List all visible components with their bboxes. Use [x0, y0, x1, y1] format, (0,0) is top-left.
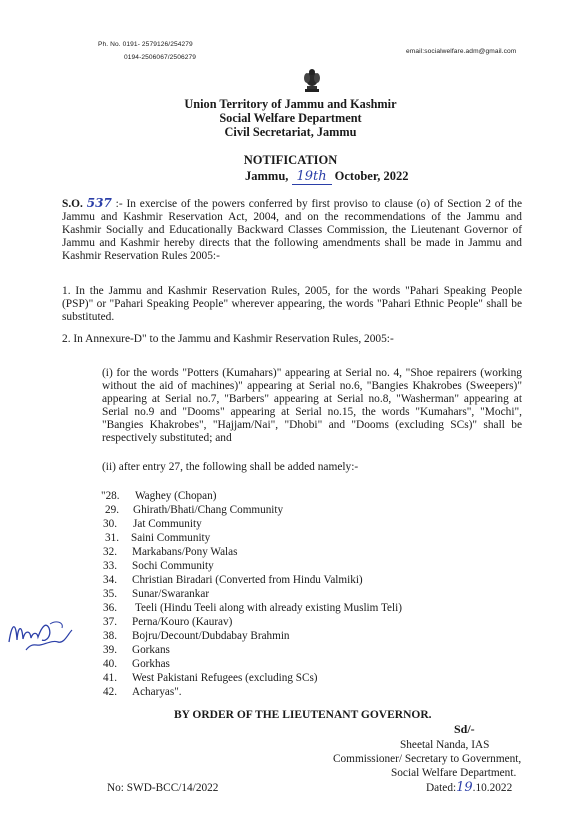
- signatory-designation: Commissioner/ Secretary to Government,: [333, 753, 522, 765]
- dated-rest: .10.2022: [472, 782, 513, 794]
- notification-title: NOTIFICATION: [243, 153, 338, 167]
- office-line-1: Union Territory of Jammu and Kashmir: [184, 97, 397, 111]
- phone-line-1: Ph. No. 0191- 2579126/254279: [98, 41, 193, 48]
- signatory-department: Social Welfare Department.: [391, 767, 517, 779]
- paragraph-preamble: [62, 197, 522, 263]
- email-text: email:socialwelfare.adm@gmail.com: [406, 48, 517, 55]
- dated-day-handwritten: 19: [456, 780, 473, 795]
- date-prefix: Jammu,: [245, 169, 289, 183]
- sub-clause-ii: (ii) after entry 27, the following shall be added namely:-: [102, 461, 359, 473]
- phone-line-2: 0194-2506067/2506279: [124, 54, 197, 61]
- reference-number: No: SWD-BCC/14/2022: [107, 782, 219, 794]
- dated-label: Dated:: [426, 782, 457, 794]
- office-line-2: Social Welfare Department: [219, 111, 362, 125]
- date-suffix: October, 2022: [334, 169, 409, 183]
- paragraph-amendment-1: 1. In the Jammu and Kashmir Reservation Rules, 2005, for the words "Pahari Speaking People (PSP)" or "Pahari Speaking People" wherever appearing, the words "Pahari Ethnic People" shall be substituted.: [62, 285, 522, 324]
- notification-date: [245, 169, 409, 185]
- so-number-handwritten: 537: [86, 196, 112, 210]
- marginal-signature-icon: [6, 612, 76, 660]
- sd-mark: Sd/-: [454, 722, 475, 736]
- sub-clause-i: (i) for the words "Potters (Kumahars)" appearing at Serial no. 4, "Shoe repairers (working without the aid of machines)" appearing at Serial no.6, "Bangies Khakrobes (Sweepers)" appearing at Serial no.7, "Barbers" appearing at Serial no.8, "Washerman" appearing at Serial no.9 and "Dooms" appearing at Serial no.15, the words "Kumahars", "Mochi", "Bangies Khakrobes", "Hajjam/Nai", "Dhobi" and "Dooms (excluding SCs)" shall be respectively substituted; and: [102, 367, 522, 445]
- date-day-handwritten: 19th: [292, 169, 332, 185]
- preamble-text: :- In exercise of the powers conferred by first proviso to clause (o) of Section 2 of the Jammu and Kashmir Reservation Act, 2004, and on the recommendations of the Jammu and Kashmir Socially and Educationally Backward Classes Commission, the Lieutenant Governor of Jammu and Kashmir hereby directs that the following amendments shall be made in Jammu and Kashmir Reservation Rules 2005:-: [62, 198, 522, 263]
- state-emblem-icon: [301, 68, 323, 94]
- signatory-name: Sheetal Nanda, IAS: [400, 739, 490, 751]
- office-line-3: Civil Secretariat, Jammu: [224, 125, 357, 139]
- dated-line: [426, 780, 512, 795]
- order-line: BY ORDER OF THE LIEUTENANT GOVERNOR.: [174, 709, 432, 721]
- so-label: S.O.: [62, 198, 83, 210]
- paragraph-amendment-2: 2. In Annexure-D" to the Jammu and Kashmir Reservation Rules, 2005:-: [62, 333, 394, 345]
